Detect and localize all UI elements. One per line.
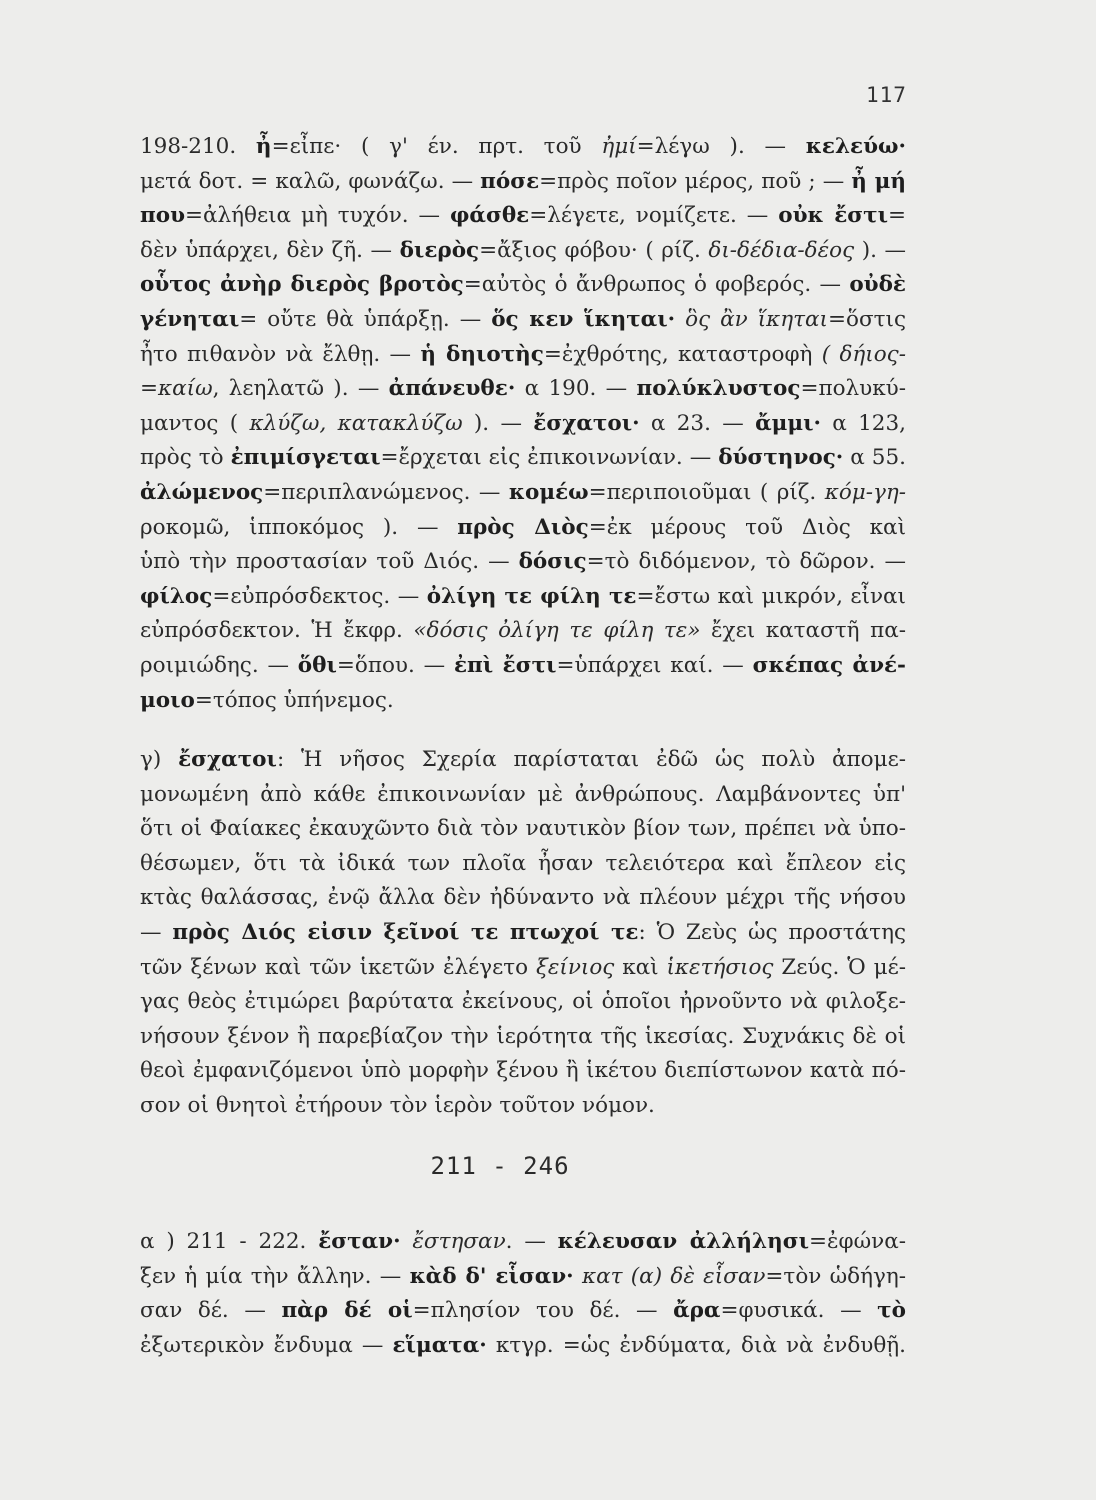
text-line: εὐπρόσδεκτον. Ἡ ἔκφρ. «δόσις ὀλίγη τε φίλη τε» ἔχει καταστῆ πα- <box>140 618 906 644</box>
text-line: μονωμένη ἀπὸ κάθε ἐπικοινωνίαν μὲ ἀνθρώπους. Λαμβάνοντες ὑπ' <box>140 781 906 807</box>
text-line: ροκομῶ, ἱπποκόμος ). — πρὸς Διὸς=ἐκ μέρους τοῦ Διὸς καὶ <box>140 514 906 540</box>
text-line: δὲν ὑπάρχει, δὲν ζῆ. — διερὸς=ἄξιος φόβου· ( ρίζ. δι-δέδια-δέος ). — <box>140 237 906 263</box>
text-line: νήσουν ξένον ἢ παρεβίαζον τὴν ἱερότητα τῆς ἱκεσίας. Συχνάκις δὲ οἱ <box>140 1023 906 1049</box>
text-line: ὅτι οἱ Φαίακες ἐκαυχῶντο διὰ τὸν ναυτικὸν βίον των, πρέπει νὰ ὑπο- <box>140 816 906 842</box>
text-line: φίλος=εὐπρόσδεκτος. — ὀλίγη τε φίλη τε=ἔστω καὶ μικρόν, εἶναι <box>140 583 906 609</box>
text-line: ξεν ἡ μία τὴν ἄλλην. — κὰδ δ' εἷσαν· κατ (α) δὲ εἷσαν=τὸν ὡδήγη- <box>140 1263 906 1289</box>
text-line: γένηται= οὔτε θὰ ὑπάρξῃ. — ὅς κεν ἵκηται· ὃς ἂν ἵκηται=ὅστις <box>140 306 906 332</box>
text-line: τῶν ξένων καὶ τῶν ἱκετῶν ἐλέγετο ξείνιος καὶ ἱκετήσιος Ζεύς. Ὁ μέ- <box>140 954 906 980</box>
text-line: οὗτος ἀνὴρ διερὸς βροτὸς=αὐτὸς ὁ ἄνθρωπος ὁ φοβερός. — οὐδὲ <box>140 272 906 298</box>
page-number: 117 <box>866 83 907 107</box>
text-line: — πρὸς Διός εἰσιν ξεῖνοί τε πτωχοί τε: Ὁ Ζεὺς ὡς προστάτης <box>140 919 906 945</box>
text-line: θεοὶ ἐμφανιζόμενοι ὑπὸ μορφὴν ξένου ἢ ἱκέτου διεπίστωνον κατὰ πό- <box>140 1058 906 1084</box>
text-line: γας θεὸς ἐτιμώρει βαρύτατα ἐκείνους, οἱ ὁποῖοι ἠρνοῦντο νὰ φιλοξε- <box>140 989 906 1015</box>
text-line: 198-210. ἦ=εἶπε· ( γ' έν. πρτ. τοῦ ἠμί=λέγω ). — κελεύω· <box>140 134 906 159</box>
text-line: κτὰς θαλάσσας, ἐνῷ ἄλλα δὲν ἠδύναντο νὰ πλέουν μέχρι τῆς νήσου <box>140 885 906 911</box>
text-line: ροιμιώδης. — ὅθι=ὅπου. — ἐπὶ ἔστι=ὑπάρχει καί. — σκέπας ἀνέ- <box>140 652 906 678</box>
text-line: μετά δοτ. = καλῶ, φωνάζω. — πόσε=πρὸς ποῖον μέρος, ποῦ ; — ἦ μή <box>140 168 906 194</box>
text-line: μαντος ( κλύζω, κατακλύζω ). — ἔσχατοι· α 23. — ἄμμι· α 123, <box>140 410 906 436</box>
text-line: σαν δέ. — πὰρ δέ οἱ=πλησίον του δέ. — ἄρα=φυσικά. — τὸ <box>140 1298 906 1324</box>
note-gamma <box>140 743 906 1124</box>
text-line: α ) 211 - 222. ἔσταν· ἔστησαν. — κέλευσαν ἀλλήλησι=ἐφώνα- <box>140 1229 906 1254</box>
text-line: ἐξωτερικὸν ἔνδυμα — εἵματα· κτγρ. =ὡς ἐνδύματα, διὰ νὰ ἐνδυθῇ. <box>140 1332 906 1358</box>
note-alpha <box>140 1225 906 1363</box>
text-line: θέσωμεν, ὅτι τὰ ἰδικά των πλοῖα ἦσαν τελειότερα καὶ ἔπλεον εἰς <box>140 850 906 876</box>
text-line: πρὸς τὸ ἐπιμίσγεται=ἔρχεται εἰς ἐπικοινωνίαν. — δύστηνος· α 55. <box>140 445 906 471</box>
text-line: =καίω, λεηλατῶ ). — ἀπάνευθε· α 190. — πολύκλυστος=πολυκύ- <box>140 376 906 402</box>
text-line: σον οἱ θνητοὶ ἐτήρουν τὸν ἱερὸν τοῦτον νόμον. <box>140 1092 655 1118</box>
text-line: γ) ἔσχατοι: Ἡ νῆσος Σχερία παρίσταται ἐδῶ ὡς πολὺ ἀπομε- <box>140 747 906 772</box>
text-line: ἦτο πιθανὸν νὰ ἔλθῃ. — ἡ δηιοτὴς=ἐχθρότης, καταστροφὴ ( δήιος- <box>140 341 906 367</box>
section-heading <box>0 1152 1096 1180</box>
text-line: ἀλώμενος=περιπλανώμενος. — κομέω=περιποιοῦμαι ( ρίζ. κόμ-γη- <box>140 479 906 505</box>
text-line: ὑπὸ τὴν προστασίαν τοῦ Διός. — δόσις=τὸ διδόμενον, τὸ δῶρον. — <box>140 549 906 575</box>
notes-198-210 <box>140 130 906 718</box>
text-line: που=ἀλήθεια μὴ τυχόν. — φάσθε=λέγετε, νομίζετε. — οὐκ ἔστι= <box>140 203 906 229</box>
text-line: μοιο=τόπος ὑπήνεμος. <box>140 687 394 713</box>
section-heading-text: 211 - 246 <box>430 1152 570 1180</box>
